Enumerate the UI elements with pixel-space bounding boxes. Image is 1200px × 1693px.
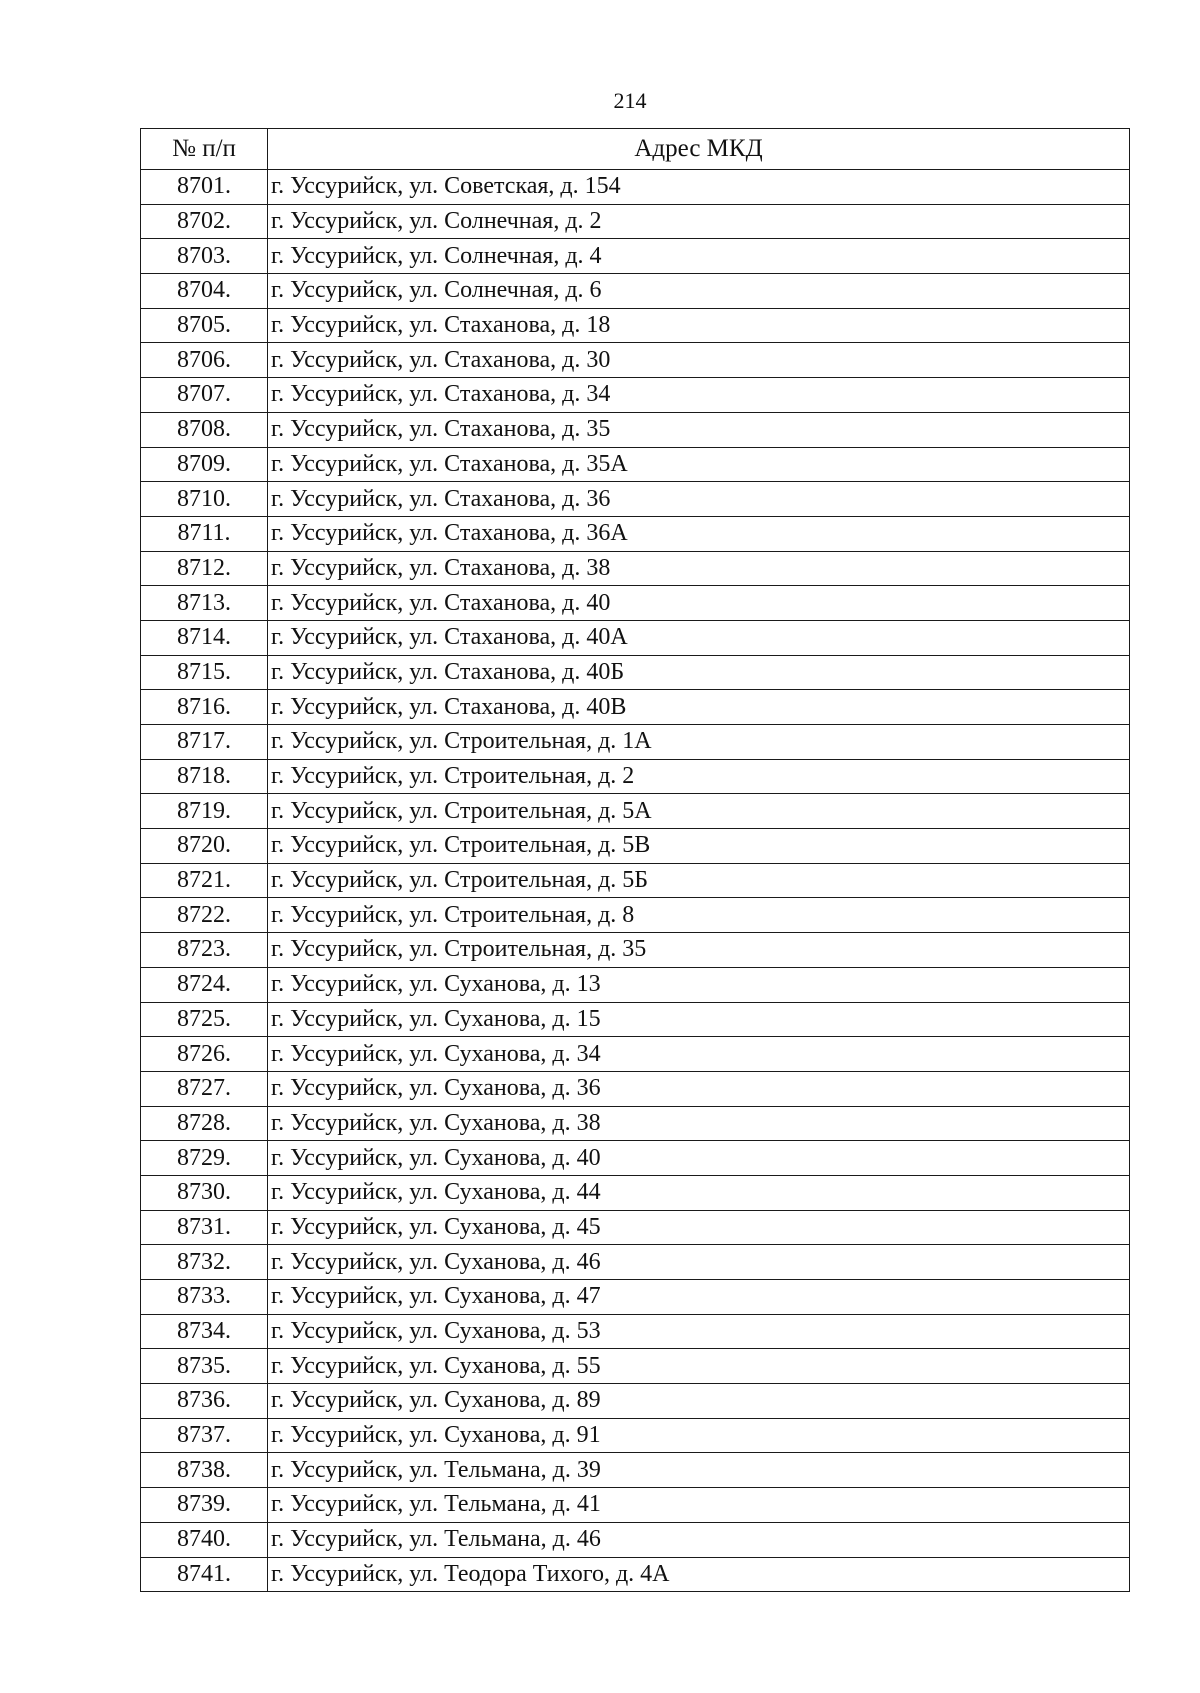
address-cell: г. Уссурийск, ул. Солнечная, д. 4 <box>268 239 1130 274</box>
table-row <box>141 794 1130 829</box>
table-row <box>141 343 1130 378</box>
row-number-cell: 8701. <box>141 170 268 205</box>
table-row <box>141 898 1130 933</box>
table-row <box>141 655 1130 690</box>
table-row <box>141 1418 1130 1453</box>
address-cell: г. Уссурийск, ул. Стаханова, д. 30 <box>268 343 1130 378</box>
table-row <box>141 412 1130 447</box>
row-number-cell: 8739. <box>141 1488 268 1523</box>
row-number-cell: 8716. <box>141 690 268 725</box>
address-cell: г. Уссурийск, ул. Суханова, д. 15 <box>268 1002 1130 1037</box>
address-cell: г. Уссурийск, ул. Суханова, д. 38 <box>268 1106 1130 1141</box>
row-number-cell: 8728. <box>141 1106 268 1141</box>
table-row <box>141 967 1130 1002</box>
table-row <box>141 1384 1130 1419</box>
address-cell: г. Уссурийск, ул. Строительная, д. 35 <box>268 933 1130 968</box>
row-number-cell: 8703. <box>141 239 268 274</box>
address-cell: г. Уссурийск, ул. Суханова, д. 47 <box>268 1280 1130 1315</box>
table-row <box>141 1141 1130 1176</box>
address-cell: г. Уссурийск, ул. Суханова, д. 44 <box>268 1175 1130 1210</box>
address-cell: г. Уссурийск, ул. Суханова, д. 55 <box>268 1349 1130 1384</box>
column-header-number: № п/п <box>141 129 268 170</box>
row-number-cell: 8702. <box>141 204 268 239</box>
address-cell: г. Уссурийск, ул. Суханова, д. 89 <box>268 1384 1130 1419</box>
table-row <box>141 1488 1130 1523</box>
address-cell: г. Уссурийск, ул. Суханова, д. 53 <box>268 1314 1130 1349</box>
address-cell: г. Уссурийск, ул. Теодора Тихого, д. 4А <box>268 1557 1130 1592</box>
address-cell: г. Уссурийск, ул. Строительная, д. 1А <box>268 725 1130 760</box>
address-cell: г. Уссурийск, ул. Стаханова, д. 38 <box>268 551 1130 586</box>
table-row <box>141 239 1130 274</box>
table-row <box>141 447 1130 482</box>
row-number-cell: 8735. <box>141 1349 268 1384</box>
row-number-cell: 8717. <box>141 725 268 760</box>
address-cell: г. Уссурийск, ул. Стаханова, д. 35 <box>268 412 1130 447</box>
address-cell: г. Уссурийск, ул. Тельмана, д. 46 <box>268 1522 1130 1557</box>
address-cell: г. Уссурийск, ул. Строительная, д. 5В <box>268 829 1130 864</box>
address-table <box>140 128 1130 1592</box>
address-cell: г. Уссурийск, ул. Стаханова, д. 40В <box>268 690 1130 725</box>
address-cell: г. Уссурийск, ул. Суханова, д. 13 <box>268 967 1130 1002</box>
row-number-cell: 8710. <box>141 482 268 517</box>
row-number-cell: 8713. <box>141 586 268 621</box>
table-row <box>141 863 1130 898</box>
row-number-cell: 8725. <box>141 1002 268 1037</box>
row-number-cell: 8714. <box>141 620 268 655</box>
address-cell: г. Уссурийск, ул. Советская, д. 154 <box>268 170 1130 205</box>
row-number-cell: 8706. <box>141 343 268 378</box>
address-cell: г. Уссурийск, ул. Суханова, д. 45 <box>268 1210 1130 1245</box>
row-number-cell: 8734. <box>141 1314 268 1349</box>
table-row <box>141 1175 1130 1210</box>
row-number-cell: 8705. <box>141 308 268 343</box>
address-cell: г. Уссурийск, ул. Стаханова, д. 35А <box>268 447 1130 482</box>
table-row <box>141 1245 1130 1280</box>
address-cell: г. Уссурийск, ул. Стаханова, д. 36 <box>268 482 1130 517</box>
row-number-cell: 8724. <box>141 967 268 1002</box>
table-row <box>141 1210 1130 1245</box>
address-cell: г. Уссурийск, ул. Стаханова, д. 40Б <box>268 655 1130 690</box>
table-row <box>141 933 1130 968</box>
table-row <box>141 378 1130 413</box>
row-number-cell: 8723. <box>141 933 268 968</box>
table-row <box>141 170 1130 205</box>
column-header-address: Адрес МКД <box>268 129 1130 170</box>
table-row <box>141 620 1130 655</box>
row-number-cell: 8704. <box>141 274 268 309</box>
row-number-cell: 8727. <box>141 1071 268 1106</box>
table-row <box>141 1002 1130 1037</box>
row-number-cell: 8712. <box>141 551 268 586</box>
address-cell: г. Уссурийск, ул. Тельмана, д. 39 <box>268 1453 1130 1488</box>
row-number-cell: 8738. <box>141 1453 268 1488</box>
address-cell: г. Уссурийск, ул. Суханова, д. 91 <box>268 1418 1130 1453</box>
row-number-cell: 8718. <box>141 759 268 794</box>
table-row <box>141 1522 1130 1557</box>
row-number-cell: 8737. <box>141 1418 268 1453</box>
table-row <box>141 725 1130 760</box>
address-cell: г. Уссурийск, ул. Суханова, д. 34 <box>268 1037 1130 1072</box>
table-row <box>141 1106 1130 1141</box>
table-row <box>141 759 1130 794</box>
row-number-cell: 8736. <box>141 1384 268 1419</box>
table-row <box>141 551 1130 586</box>
table-row <box>141 1071 1130 1106</box>
row-number-cell: 8732. <box>141 1245 268 1280</box>
address-cell: г. Уссурийск, ул. Строительная, д. 5Б <box>268 863 1130 898</box>
row-number-cell: 8721. <box>141 863 268 898</box>
address-cell: г. Уссурийск, ул. Стаханова, д. 34 <box>268 378 1130 413</box>
address-cell: г. Уссурийск, ул. Тельмана, д. 41 <box>268 1488 1130 1523</box>
table-body <box>141 170 1130 1592</box>
row-number-cell: 8731. <box>141 1210 268 1245</box>
address-cell: г. Уссурийск, ул. Стаханова, д. 40А <box>268 620 1130 655</box>
table-row <box>141 829 1130 864</box>
row-number-cell: 8720. <box>141 829 268 864</box>
row-number-cell: 8722. <box>141 898 268 933</box>
address-cell: г. Уссурийск, ул. Стаханова, д. 36А <box>268 516 1130 551</box>
row-number-cell: 8726. <box>141 1037 268 1072</box>
table-row <box>141 1557 1130 1592</box>
table-row <box>141 516 1130 551</box>
table-row <box>141 1314 1130 1349</box>
row-number-cell: 8729. <box>141 1141 268 1176</box>
table-row <box>141 586 1130 621</box>
row-number-cell: 8740. <box>141 1522 268 1557</box>
row-number-cell: 8730. <box>141 1175 268 1210</box>
address-cell: г. Уссурийск, ул. Суханова, д. 46 <box>268 1245 1130 1280</box>
row-number-cell: 8715. <box>141 655 268 690</box>
address-cell: г. Уссурийск, ул. Солнечная, д. 2 <box>268 204 1130 239</box>
address-cell: г. Уссурийск, ул. Строительная, д. 2 <box>268 759 1130 794</box>
address-cell: г. Уссурийск, ул. Солнечная, д. 6 <box>268 274 1130 309</box>
address-cell: г. Уссурийск, ул. Суханова, д. 40 <box>268 1141 1130 1176</box>
address-cell: г. Уссурийск, ул. Строительная, д. 8 <box>268 898 1130 933</box>
table-row <box>141 690 1130 725</box>
table-row <box>141 1349 1130 1384</box>
row-number-cell: 8711. <box>141 516 268 551</box>
table-row <box>141 204 1130 239</box>
table-row <box>141 482 1130 517</box>
row-number-cell: 8741. <box>141 1557 268 1592</box>
row-number-cell: 8733. <box>141 1280 268 1315</box>
table-row <box>141 308 1130 343</box>
address-cell: г. Уссурийск, ул. Строительная, д. 5А <box>268 794 1130 829</box>
row-number-cell: 8707. <box>141 378 268 413</box>
table-row <box>141 1453 1130 1488</box>
table-row <box>141 274 1130 309</box>
address-cell: г. Уссурийск, ул. Стаханова, д. 18 <box>268 308 1130 343</box>
row-number-cell: 8709. <box>141 447 268 482</box>
address-cell: г. Уссурийск, ул. Стаханова, д. 40 <box>268 586 1130 621</box>
table-header-row <box>141 129 1130 170</box>
address-cell: г. Уссурийск, ул. Суханова, д. 36 <box>268 1071 1130 1106</box>
table-row <box>141 1280 1130 1315</box>
row-number-cell: 8719. <box>141 794 268 829</box>
page-number: 214 <box>613 88 647 113</box>
row-number-cell: 8708. <box>141 412 268 447</box>
table-row <box>141 1037 1130 1072</box>
